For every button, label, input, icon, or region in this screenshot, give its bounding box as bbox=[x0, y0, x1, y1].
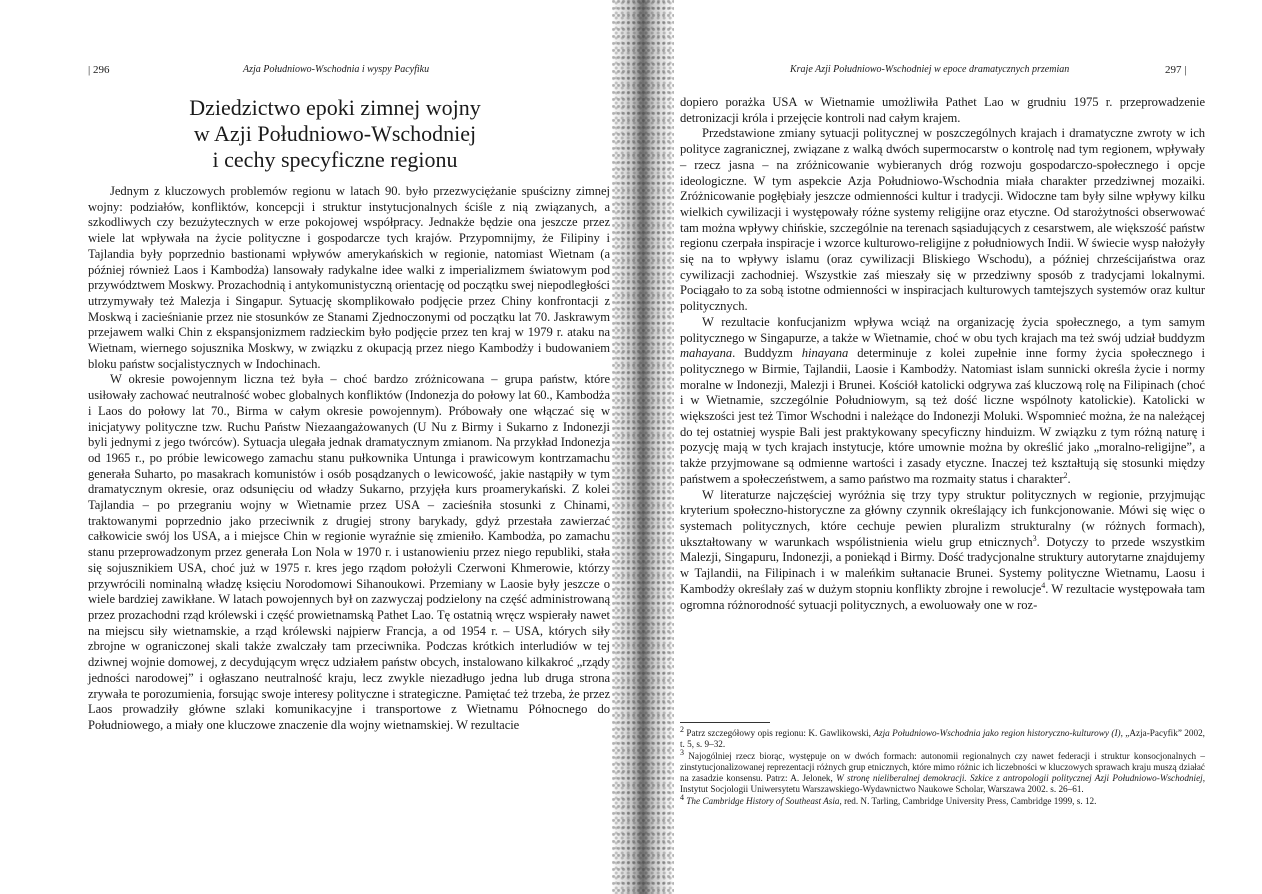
title-line: w Azji Południowo-Wschodniej bbox=[193, 121, 477, 146]
footnote: $^4$ The Cambridge History of Southeast Asia, red. N. Tarling, Cambridge University Press, Cambridge 1999, s. 12. bbox=[680, 792, 1097, 806]
page-number: 297 | bbox=[1165, 64, 1187, 76]
paragraph: W okresie powojennym liczna też była – choć bardzo zróżnicowana – grupa państw, które usiłowały zachować neutralność wobec globalnych konfliktów (Indonezja do połowy lat 60., Kambodża i Laos do połowy lat 70., Birma w całym okresie powojennym). Próbowały one włączać się w inicjatywy polityczne tzw. Ruchu Państw Niezaangażowanych (U Nu z Birmy i Sukarno z Indonezji byli jednymi z jego twórców). Sytuacja ulegała jednak dramatycznym zmianom. Na przykład Indonezja od 1965 r., po próbie lewicowego zamachu stanu pułkownika Untunga i prawicowym kontrzamachu generała Suharto, po masakrach komunistów i osób posądzanych o lewicowość, jakie nastąpiły w tym dramatycznym okresie, oraz odsunięciu od władzy Sukarno, przyjęła kurs proamerykański. Z kolei Tajlandia – po przegraniu wojny w Wietnamie przez USA – zacieśniła stosunki z Chinami, traktowanymi poprzednio jako przeciwnik z drugiej strony barykady, gdyż przestała zawierzać całkowicie swój los USA, a i miejsce Chin w regionie wyraźnie się zmieniło. Kambodża, po zamachu stanu przeprowadzonym przez generała Lon Nola w 1970 r. i ustanowieniu przez niego republiki, stała się sojusznikiem USA, choć już w 1975 r. kres jego rządom położyli Czerwoni Khmerowie, którzy przywrócili nominalną władzę księciu Norodomowi Sihanoukowi. Przemiany w Laosie były jeszcze o wiele bardziej zawikłane. W latach powojennych był on zazwyczaj podzielony na część administrowaną przez prozachodni rząd królewski i część prowietnamską Pathet Lao. Tę ostatnią wręcz wspierały nawet na miejscu siły wietnamskie, a rząd królewski najpierw Francja, a od 1954 r. – USA, których siły zbrojne w ograniczonej skali także zwalczały tam przeciwnika. Podczas krótkich interludiów w tej dziwnej wojnie domowej, z decydującym wręcz udziałem państw obcych, instalowano kilkakroć „rządy jedności narodowej” i ogłaszano neutralność kraju, lecz zwykle niezadługo jedna lub druga strona zrywała te porozumienia, forsując swoje interesy polityczne i strategiczne. Pamiętać też trzeba, że przez Laos prowadziły główne szlaki komunikacyjne i transportowe z Wietnamu Północnego do Południowego, a miały one kluczowe znaczenie dla wojny wietnamskiej. W rezultacie bbox=[88, 372, 610, 732]
paragraph: Jednym z kluczowych problemów regionu w latach 90. było przezwyciężanie spuścizny zimnej wojny: podziałów, konfliktów, koncepcji i struktur instytucjonalnych ściśle z nią związanych, a szkodliwych czy bezużytecznych w erze pokojowej współpracy. Jednakże będzie ona jeszcze przez wiele lat wpływała na życie polityczne i gospodarcze tych krajów. Przypomnijmy, że Filipiny i Tajlandia były poprzednio bastionami wpływów amerykańskich w regionie, natomiast Wietnam (a później również Laos i Kambodża) lansowały radykalne idee walki z imperializmem światowym pod przywództwem Moskwy. Prozachodnią i antykomunistyczną orientację od początku swej niepodległości utrzymywały też Malezja i Singapur. Sytuację skomplikowało podjęcie przez Chiny konfrontacji z Moskwą i zacieśnianie przez nie stosunków ze Stanami Zjednoczonymi od początku lat 70. Jaskrawym przejawem walki Chin z ekspansjonizmem radzieckim było podjęcie przez ten kraj w 1979 r. ataku na Wietnam, wiernego sojusznika Moskwy, w związku z okupacją przez niego Kambodży i budowaniem bloku państw socjalistycznych w Indochinach. bbox=[88, 184, 610, 371]
paragraph: dopiero porażka USA w Wietnamie umożliwiła Pathet Lao w grudniu 1975 r. przeprowadzenie detronizacji króla i przejęcie kontroli nad całym krajem. bbox=[680, 95, 1205, 125]
footnotes bbox=[680, 724, 1206, 807]
paragraph: Przedstawione zmiany sytuacji politycznej w poszczególnych krajach i dramatyczne zwroty w ich polityce zagranicznej, związane z walką dwóch supermocarstw o kontrolę nad tym regionem, wpływały – rzecz jasna – na zróżnicowanie wybieranych dróg rozwoju gospodarczo-społecznego i opcje ideologiczne. W tym aspekcie Azja Południowo-Wschodnia miała charakter przedziwnej mozaiki. Zróżnicowanie pogłębiały jeszcze odmienności kultur i tradycji. Widoczne tam były silne wpływy kilku wielkich cywilizacji i występowały różne systemy religijne oraz etyczne. Od starożytności obserwować tam można wpływy chińskie, szczególnie na terenach sąsiadujących z cesarstwem, ale większość państw regionu czerpała inspiracje i wzorce kulturowo-religijne z południowych Indii. W świecie wysp nałożyły się na to wpływy islamu (oraz cywilizacji Bliskiego Wschodu), a później chrześcijaństwa oraz cywilizacji zachodniej. Wszystkie zaś mieszały się w przedziwny sposób z tradycjami lokalnymi. Pociągało to za sobą istotne odmienności w inspiracjach kulturowych tamtejszych systemów oraz kultur politycznych. bbox=[680, 126, 1205, 314]
body-text bbox=[680, 95, 1205, 613]
right-page bbox=[660, 0, 1262, 894]
running-head: Azja Południowo-Wschodnia i wyspy Pacyfiku bbox=[243, 64, 430, 75]
title-line: Dziedzictwo epoki zimnej wojny bbox=[189, 95, 481, 120]
chapter-title bbox=[120, 95, 550, 173]
footnote-divider bbox=[680, 722, 770, 723]
footnote-ref[interactable]: 2 bbox=[1063, 470, 1068, 480]
term-mahayana: mahayana bbox=[680, 346, 733, 361]
running-head: Kraje Azji Południowo-Wschodniej w epoce dramatycznych przemian bbox=[790, 64, 1070, 75]
body-text bbox=[88, 184, 610, 734]
footnote-ref[interactable]: 3 bbox=[1032, 533, 1037, 543]
term-hinayana: hinayana bbox=[801, 346, 849, 361]
title-line: i cechy specyficzne regionu bbox=[212, 147, 458, 172]
footnote-ref[interactable]: 4 bbox=[1041, 580, 1046, 590]
page-number: | 296 bbox=[88, 64, 110, 76]
footnote: $^3$ Najogólniej rzecz biorąc, występuje on w dwóch formach: autonomii regionalnych czy nawet federacji i struktur konsocjonalnych – zinstytucjonalizowanej reprezentacji różnych grup etnicznych, które mimo różnic ich liczebności w kluczowych sprawach kraju muszą działać na zasadzie konsensu. Patrz: A. Jelonek, W stronę nieliberalnej demokracji. Szkice z antropologii politycznej Azji Południowo-Wschodniej, Instytut Socjologii Uniwersytetu Warszawskiego-Wydawnictwo Naukowe Scholar, Warszawa 2002. s. 26–61. bbox=[680, 747, 1206, 795]
footnote: $^2$ Patrz szczegółowy opis regionu: K. Gawlikowski, Azja Południowo-Wschodnia jako region historyczno-kulturowy (I), „Azja-Pacyfik” 2002, t. 5, s. 9–32. bbox=[680, 724, 1205, 750]
paragraph: W literaturze najczęściej wyróżnia się trzy typy struktur politycznych w regionie, przyjmując kryterium społeczno-historyczne za główny czynnik określający ich funkcjonowanie. Mówi się więc o systemach politycznych, które cechuje pewien pluralizm strukturalny (w różnych formach), ukształtowany w warunkach wspólistnienia wielu grup etnicznych$^3$. Dotyczy to przede wszystkim Malezji, Singapuru, Indonezji, a poniekąd i Birmy. Dość tradycjonalne struktury autorytarne znajdujemy w Tajlandii, na Filipinach i w maleńkim sułtanacie Brunei. Systemy polityczne Wietnamu, Laosu i Kambodży określały zaś w dużym stopniu konflikty zbrojne i rewolucje$^4$. W rezultacie występowała tam ogromna różnorodność sytuacji politycznych, a ewoluowały one w roz- bbox=[680, 487, 1206, 612]
paragraph: W rezultacie konfucjanizm wpływa wciąż na organizację życia społecznego, a tym samym politycznego w Singapurze, a także w Wietnamie, choć w obu tych krajach ma też swój udział buddyzm mahayana. Buddyzm hinayana determinuje z kolei zupełnie inne formy życia społecznego i politycznego w Birmie, Tajlandii, Laosie i Kambodży. Natomiast islam sunnicki określa życie i normy moralne w Indonezji, Malezji i Brunei. Kościół katolicki odgrywa zaś kluczową rolę na Filipinach (choć i w Wietnamie, szczególnie Południowym, są też dość liczne wspólnoty katolickie). Katolicki w większości jest też Timor Wschodni i należące do Indonezji Moluki. Wspomnieć można, że na należącej do tej ostatniej wyspie Bali jest praktykowany specyficzny hinduizm. W związku z tym różną naturę i pozycję mają w tych krajach instytucje, które umownie można by określić jako „moralno-religijne”, a także przyjmowane są odmienne wartości i zasady etyczne. Inaczej też kształtują się stosunki między państwem a społeczeństwem, a samo państwo ma rozmaity status i charakter$^2$. bbox=[680, 314, 1206, 486]
left-page bbox=[0, 0, 620, 894]
